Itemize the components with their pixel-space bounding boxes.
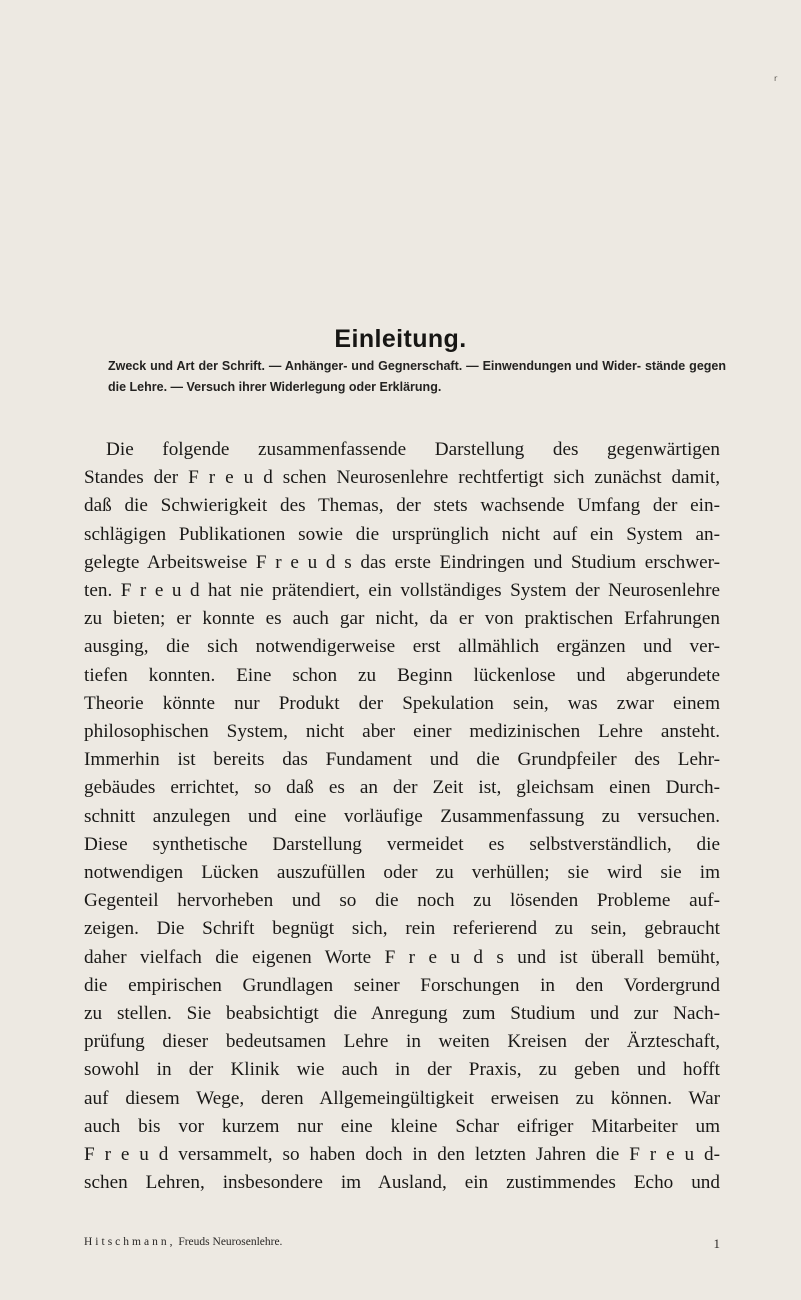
text-line: Standes der F r e u d schen Neurosenlehre rechtfertigt sich zunächst damit, [84, 467, 720, 489]
text-line: ten. F r e u d hat nie prätendiert, ein vollständiges System der Neurosenlehre [84, 580, 720, 602]
footer-author: Hitschmann, [84, 1236, 176, 1248]
body-text [84, 436, 720, 1197]
text-line: schlägigen Publikationen sowie die ursprünglich nicht auf ein System an- [84, 523, 720, 545]
text-line: Diese synthetische Darstellung vermeidet es selbstverständlich, die [84, 833, 720, 855]
text-line: Die folgende zusammenfassende Darstellung des gegenwärtigen [106, 439, 720, 460]
text-line: Immerhin ist bereits das Fundament und die Grundpfeiler des Lehr- [84, 749, 720, 771]
chapter-summary: Zweck und Art der Schrift. — Anhänger- und Gegnerschaft. — Einwendungen und Wider- stände gegen die Lehre. — Versuch ihrer Widerlegung oder Erklärung. [108, 359, 726, 394]
text-line: zu bieten; er konnte es auch gar nicht, da er von praktischen Erfahrungen [84, 608, 720, 630]
footer-book-title: Freuds Neurosenlehre. [178, 1236, 283, 1248]
text-line: sowohl in der Klinik wie auch in der Praxis, zu geben und hofft [84, 1059, 720, 1081]
text-line: auch bis vor kurzem nur eine kleine Schar eifriger Mitarbeiter um [84, 1115, 720, 1137]
text-line: Gegenteil hervorheben und so die noch zu lösenden Probleme auf- [84, 890, 720, 912]
text-line: F r e u d versammelt, so haben doch in den letzten Jahren die F r e u d- [84, 1144, 720, 1166]
chapter-title: Einleitung. [334, 324, 467, 353]
text-line: gebäudes errichtet, so daß es an der Zeit ist, gleichsam einen Durch- [84, 777, 720, 799]
text-line: Theorie könnte nur Produkt der Spekulation sein, was zwar einem [84, 692, 720, 714]
text-line: schnitt anzulegen und eine vorläufige Zusammenfassung zu versuchen. [84, 805, 720, 827]
text-line: auf diesem Wege, deren Allgemeingültigkeit erweisen zu können. War [84, 1087, 720, 1109]
text-line: daß die Schwierigkeit des Themas, der stets wachsende Umfang der ein- [84, 495, 720, 517]
text-line: prüfung dieser bedeutsamen Lehre in weiten Kreisen der Ärzteschaft, [84, 1031, 720, 1053]
text-line: die empirischen Grundlagen seiner Forschungen in den Vordergrund [84, 974, 720, 996]
text-line: daher vielfach die eigenen Worte F r e u d s und ist überall bemüht, [84, 946, 720, 968]
text-line: philosophischen System, nicht aber einer medizinischen Lehre ansteht. [84, 721, 720, 743]
text-line: zu stellen. Sie beabsichtigt die Anregung zum Studium und zur Nach- [84, 1003, 720, 1025]
text-line: gelegte Arbeitsweise F r e u d s das erste Eindringen und Studium erschwer- [84, 551, 720, 573]
page-footer [84, 1236, 720, 1251]
text-line: ausging, die sich notwendigerweise erst allmählich ergänzen und ver- [84, 636, 720, 658]
page-number: 1 [713, 1236, 720, 1251]
text-line: zeigen. Die Schrift begnügt sich, rein referierend zu sein, gebraucht [84, 918, 720, 940]
corner-mark: r [774, 74, 778, 83]
text-line: notwendigen Lücken auszufüllen oder zu verhüllen; sie wird sie im [84, 862, 720, 884]
text-line: tiefen konnten. Eine schon zu Beginn lückenlose und abgerundete [84, 664, 720, 686]
text-line: schen Lehren, insbesondere im Ausland, ein zustimmendes Echo und [84, 1172, 720, 1194]
